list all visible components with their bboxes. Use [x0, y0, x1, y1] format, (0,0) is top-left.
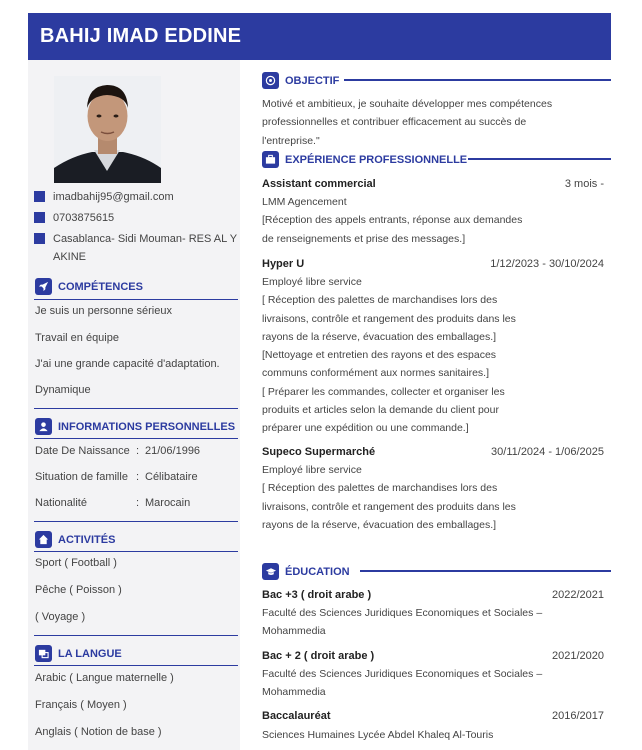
language-item: Français ( Moyen )	[35, 699, 127, 711]
job-title: Hyper U	[262, 258, 305, 270]
competence-item: Je suis un personne sérieux	[35, 305, 172, 317]
objectif-text: Motivé et ambitieux, je souhaite développer mes compétences professionnelles et contribuer efficacement au succès de l'entreprise."	[262, 98, 553, 147]
contact-phone: 0703875615	[34, 209, 244, 227]
job-details: LMM Agencement [Réception des appels entrants, réponse aux demandes de renseignements et prise des messages.]	[262, 196, 523, 245]
section-rule	[360, 570, 611, 572]
education-details: Sciences Humaines Lycée Abdel Khaleq Al-Touris	[262, 729, 494, 741]
section-underline	[34, 551, 238, 552]
section-divider	[34, 408, 238, 409]
bullet-square-icon	[34, 233, 45, 244]
education-degree: Bac + 2 ( droit arabe )	[262, 650, 375, 662]
competence-item: J'ai une grande capacité d'adaptation.	[35, 358, 220, 370]
section-header-objectif: OBJECTIF	[262, 72, 339, 89]
education-date: 2021/2020	[552, 650, 604, 662]
education-details: Faculté des Sciences Juridiques Economiques et Sociales – Mohammedia	[262, 668, 543, 699]
resume-name: BAHIJ IMAD EDDINE	[28, 13, 611, 60]
education-degree: Baccalauréat	[262, 710, 331, 722]
language-icon	[35, 645, 52, 662]
section-header-infos: INFORMATIONS PERSONNELLES	[35, 418, 235, 435]
contact-address: Casablanca- Sidi Mouman- RES AL Y AKINE	[34, 230, 244, 266]
education-details: Faculté des Sciences Juridiques Economiques et Sociales – Mohammedia	[262, 607, 543, 638]
contact-email: imadbahij95@gmail.com	[34, 188, 244, 206]
section-header-competences: COMPÉTENCES	[35, 278, 143, 295]
activity-item: ( Voyage )	[35, 611, 86, 623]
job-date: 3 mois -	[564, 178, 604, 190]
education-date: 2022/2021	[552, 589, 604, 601]
job-details: Employé libre service [ Réception des palettes de marchandises lors des livraisons, contrôle et rangement des produits dans les rayons de la réserve, évacuation des emballages.]	[262, 464, 516, 531]
briefcase-icon	[262, 151, 279, 168]
user-icon	[35, 418, 52, 435]
activity-item: Sport ( Football )	[35, 557, 117, 569]
job-date: 30/11/2024 - 1/06/2025	[491, 446, 604, 458]
language-item: Anglais ( Notion de base )	[35, 726, 162, 738]
language-item: Arabic ( Langue maternelle )	[35, 672, 174, 684]
bullet-square-icon	[34, 212, 45, 223]
rocket-icon	[35, 278, 52, 295]
section-underline	[34, 299, 238, 300]
section-header-activites: ACTIVITÉS	[35, 531, 115, 548]
job-title: Assistant commercial	[262, 178, 376, 190]
competence-item: Dynamique	[35, 384, 91, 396]
section-header-education: ÉDUCATION	[262, 563, 350, 580]
section-divider	[34, 635, 238, 636]
bullet-square-icon	[34, 191, 45, 202]
target-icon	[262, 72, 279, 89]
home-icon	[35, 531, 52, 548]
competence-item: Travail en équipe	[35, 332, 119, 344]
section-header-experience: EXPÉRIENCE PROFESSIONNELLE	[262, 151, 467, 168]
section-header-langue: LA LANGUE	[35, 645, 122, 662]
education-degree: Bac +3 ( droit arabe )	[262, 589, 372, 601]
activity-item: Pêche ( Poisson )	[35, 584, 122, 596]
job-date: 1/12/2023 - 30/10/2024	[490, 258, 604, 270]
section-divider	[34, 521, 238, 522]
education-date: 2016/2017	[552, 710, 604, 722]
section-rule	[344, 79, 611, 81]
section-underline	[34, 665, 238, 666]
graduation-cap-icon	[262, 563, 279, 580]
job-details: Employé libre service [ Réception des palettes de marchandises lors des livraisons, contrôle et rangement des produits dans les rayons de la réserve, évacuation des emballages.] [Nettoyage et entretien des rayons et des espaces communs conformément aux normes sanitaires.] [ Préparer les commandes, collecter et organiser les produits et articles selon la demande du client pour préparer une expédition ou une commande.]	[262, 276, 516, 435]
section-rule	[468, 158, 611, 160]
contact-list	[34, 188, 244, 269]
job-title: Supeco Supermarché	[262, 446, 376, 458]
section-underline	[34, 438, 238, 439]
profile-photo	[54, 76, 161, 183]
